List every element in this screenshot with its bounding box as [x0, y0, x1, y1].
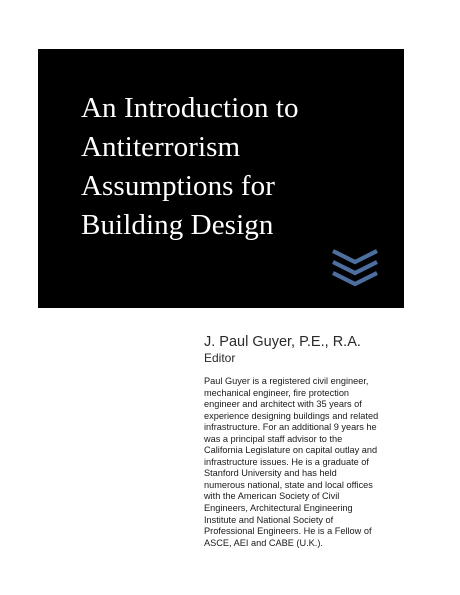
bio-line: Engineers, Architectural Engineering [204, 503, 353, 514]
bio-line: infrastructure issues. He is a graduate of [204, 456, 369, 467]
title-line: Antiterrorism [81, 131, 241, 163]
title-line: An Introduction to [81, 92, 299, 124]
author-role: Editor [204, 351, 236, 365]
bio-line: mechanical engineer, fire protection [204, 387, 350, 398]
title-block [38, 49, 404, 308]
bio-line: Paul Guyer is a registered civil engineer, [204, 376, 369, 386]
bio-line: was a principal staff advisor to the [204, 433, 343, 444]
bio-line: engineer and architect with 35 years of [204, 399, 362, 410]
bio-line: ASCE, AEI and CABE (U.K.). [204, 537, 323, 548]
bio-line: with the American Society of Civil [204, 491, 340, 502]
bio-line: numerous national, state and local offices [204, 479, 373, 490]
author-bio [204, 376, 390, 549]
bio-line: California Legislature on capital outlay and [204, 445, 378, 456]
bio-line: Stanford University and has held [204, 468, 337, 479]
bio-line: experience designing buildings and related [204, 410, 379, 421]
title-line: Building Design [81, 209, 274, 241]
bio-line: Institute and National Society of [204, 514, 334, 525]
title-line: Assumptions for [81, 170, 276, 202]
triple-chevron-down-icon [331, 248, 379, 288]
bio-line: infrastructure. For an additional 9 years he [204, 422, 377, 433]
book-title [81, 89, 391, 245]
author-name: J. Paul Guyer, P.E., R.A. [204, 334, 361, 350]
chevron-stroke [333, 251, 377, 262]
bio-line: Professional Engineers. He is a Fellow of [204, 526, 372, 537]
